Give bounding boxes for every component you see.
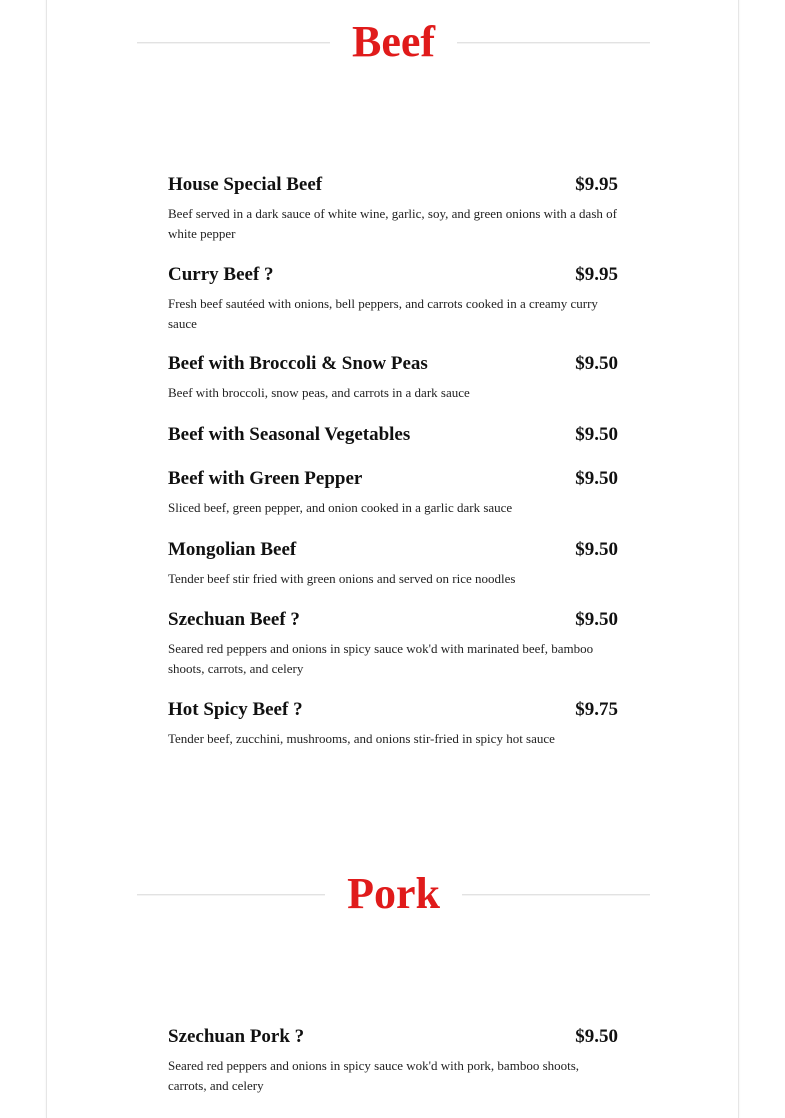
item-description: Seared red peppers and onions in spicy sauce wok'd with marinated beef, bamboo shoots, carrots, and celery	[168, 641, 594, 676]
section-title: Pork	[347, 869, 440, 918]
item-description: Tender beef, zucchini, mushrooms, and onions stir-fried in spicy hot sauce	[168, 731, 555, 746]
item-price: $9.50	[575, 468, 618, 489]
menu-item	[168, 1025, 618, 1095]
menu-item	[168, 423, 618, 447]
heading-rule-left	[137, 42, 330, 43]
item-description: Tender beef stir fried with green onions and served on rice noodles	[168, 571, 516, 586]
section-title: Beef	[351, 17, 436, 66]
item-name: Hot Spicy Beef ?	[168, 699, 303, 720]
item-description: Beef served in a dark sauce of white wine, garlic, soy, and green onions with a dash of white pepper	[168, 206, 617, 241]
menu-item	[168, 263, 618, 333]
item-description: Fresh beef sautéed with onions, bell peppers, and carrots cooked in a creamy curry sauce	[168, 296, 598, 331]
item-name: Beef with Broccoli & Snow Peas	[168, 353, 428, 374]
item-price: $9.50	[575, 609, 618, 630]
item-price: $9.95	[575, 174, 618, 195]
heading-rule-right	[462, 894, 650, 895]
menu-page	[46, 0, 739, 1118]
item-price: $9.50	[575, 353, 618, 374]
item-name: Beef with Seasonal Vegetables	[168, 424, 411, 445]
section-heading-beef	[137, 12, 650, 72]
item-price: $9.95	[575, 264, 618, 285]
heading-rule-left	[137, 894, 325, 895]
heading-rule-right	[457, 42, 650, 43]
item-name: Mongolian Beef	[168, 539, 297, 560]
item-name: Beef with Green Pepper	[168, 468, 363, 489]
menu-item	[168, 698, 618, 749]
menu-item	[168, 538, 618, 589]
menu-item	[168, 608, 618, 678]
item-price: $9.50	[575, 424, 618, 445]
item-description: Seared red peppers and onions in spicy sauce wok'd with pork, bamboo shoots, carrots, and celery	[168, 1058, 580, 1093]
item-name: House Special Beef	[168, 174, 323, 195]
item-price: $9.50	[575, 539, 618, 560]
item-name: Curry Beef ?	[168, 264, 274, 285]
item-description: Sliced beef, green pepper, and onion cooked in a garlic dark sauce	[168, 500, 513, 515]
item-name: Szechuan Pork ?	[168, 1026, 305, 1047]
item-price: $9.75	[575, 699, 618, 720]
item-name: Szechuan Beef ?	[168, 609, 300, 630]
menu-item	[168, 352, 618, 403]
section-heading-pork	[137, 864, 650, 924]
menu-item	[168, 173, 618, 243]
item-price: $9.50	[575, 1026, 618, 1047]
menu-item	[168, 467, 618, 518]
item-description: Beef with broccoli, snow peas, and carrots in a dark sauce	[168, 385, 470, 400]
